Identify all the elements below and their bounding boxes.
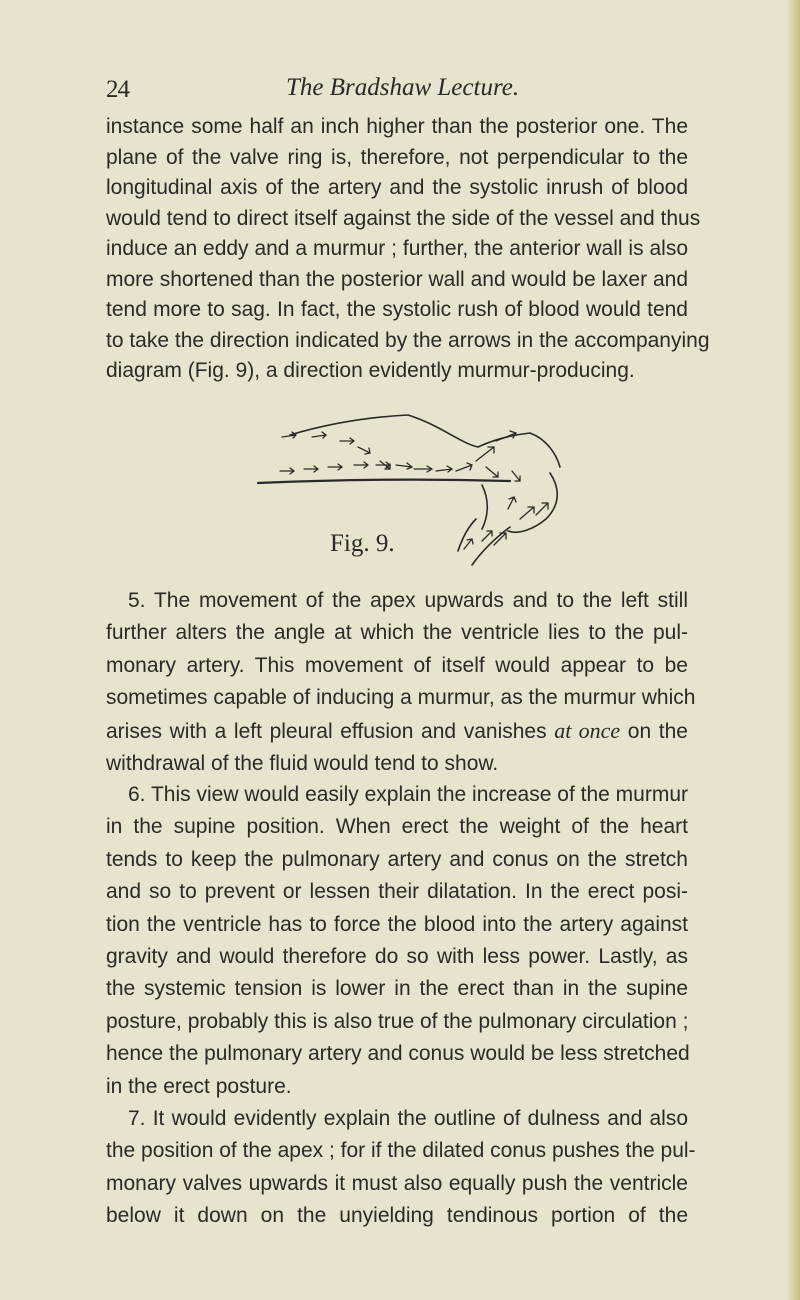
text-line: monary valves upwards it must also equally push the ventricle (106, 1171, 688, 1195)
text-line: the position of the apex ; for if the dilated conus pushes the pul- (106, 1139, 696, 1163)
text-line-with-italic (106, 715, 688, 748)
text-line: in the erect posture. (106, 1074, 292, 1098)
arrow-icon (508, 497, 516, 509)
arrow-icon (512, 471, 520, 481)
text-line: would tend to direct itself against the side of the vessel and thus (106, 206, 701, 230)
arrow-icon (414, 466, 432, 472)
text-run: on the (620, 719, 688, 743)
arrow-icon (312, 432, 326, 438)
bulge-outer-curve (508, 473, 557, 532)
text-line: longitudinal axis of the artery and the systolic inrush of blood (106, 176, 688, 199)
arrow-icon (280, 468, 294, 474)
text-line: diagram (Fig. 9), a direction evidently murmur-producing. (106, 359, 635, 382)
text-line: tion the ventricle has to force the blood into the artery against (106, 912, 688, 936)
paragraph-6 (106, 779, 688, 1103)
arrow-icon (358, 447, 370, 454)
italic-emphasis: at once (554, 717, 621, 743)
text-line: posture, probably this is also true of the pulmonary circulation ; (106, 1009, 689, 1033)
text-line: gravity and would therefore do so with less power. Lastly, as (106, 945, 688, 969)
text-line: instance some half an inch higher than the posterior one. The (106, 115, 688, 138)
paragraph-continued (106, 112, 710, 387)
arrow-icon (328, 464, 342, 470)
text-line: hence the pulmonary artery and conus would be less stretched (106, 1042, 690, 1066)
page-edge-shadow (786, 0, 800, 1300)
arrow-icon (436, 466, 452, 472)
text-line: in the supine position. When erect the weight of the heart (106, 815, 688, 839)
text-line: tend more to sag. In fact, the systolic rush of blood would tend (106, 298, 688, 321)
arrow-icon (464, 539, 473, 549)
text-line: the systemic tension is lower in the erect than in the supine (106, 977, 688, 1001)
arrow-icon (304, 466, 318, 472)
arrow-icon (476, 447, 494, 461)
running-title: The Bradshaw Lecture. (286, 74, 520, 101)
text-line: sometimes capable of inducing a murmur, as the murmur which (106, 686, 696, 710)
figure-caption: Fig. 9. (330, 530, 395, 557)
arrow-icon (456, 463, 472, 471)
text-line: further alters the angle at which the ventricle lies to the pul- (106, 621, 688, 645)
lower-vessel-wall (258, 480, 510, 483)
arrow-icon (340, 438, 354, 444)
paragraph-5 (106, 585, 696, 780)
bulge-inner-curve (482, 485, 487, 529)
page-number: 24 (106, 76, 129, 103)
text-line: 5. The movement of the apex upwards and to the left still (128, 589, 688, 612)
text-line: induce an eddy and a murmur ; further, the anterior wall is also (106, 237, 688, 260)
figure-9-diagram (250, 395, 580, 575)
text-line: tends to keep the pulmonary artery and conus on the stretch (106, 847, 688, 871)
arrow-icon (396, 463, 412, 469)
running-header (106, 70, 706, 110)
arrow-icon (536, 503, 548, 515)
text-line: withdrawal of the fluid would tend to show. (106, 752, 499, 776)
arrow-icon (486, 467, 498, 477)
arrow-icon (282, 432, 296, 438)
text-line: below it down on the unyielding tendinous portion of the (106, 1204, 688, 1228)
text-line: plane of the valve ring is, therefore, not perpendicular to the (106, 145, 688, 169)
text-line: 6. This view would easily explain the increase of the murmur (128, 783, 688, 806)
paragraph-7 (106, 1103, 696, 1233)
text-line: and so to prevent or lessen their dilatation. In the erect posi- (106, 880, 688, 904)
vessel-diagram-svg (250, 395, 580, 575)
arrow-icon (354, 462, 368, 468)
text-line: more shortened than the posterior wall and would be laxer and (106, 267, 688, 291)
upper-vessel-wall (290, 415, 560, 467)
text-line: 7. It would evidently explain the outline of dulness and also (128, 1107, 688, 1130)
text-run: arises with a left pleural effusion and vanishes (106, 719, 555, 743)
arrow-icon (482, 531, 492, 541)
text-line: monary artery. This movement of itself would appear to be (106, 653, 688, 677)
text-line: to take the direction indicated by the arrows in the accompanying (106, 328, 710, 352)
arrow-icon (520, 507, 534, 519)
